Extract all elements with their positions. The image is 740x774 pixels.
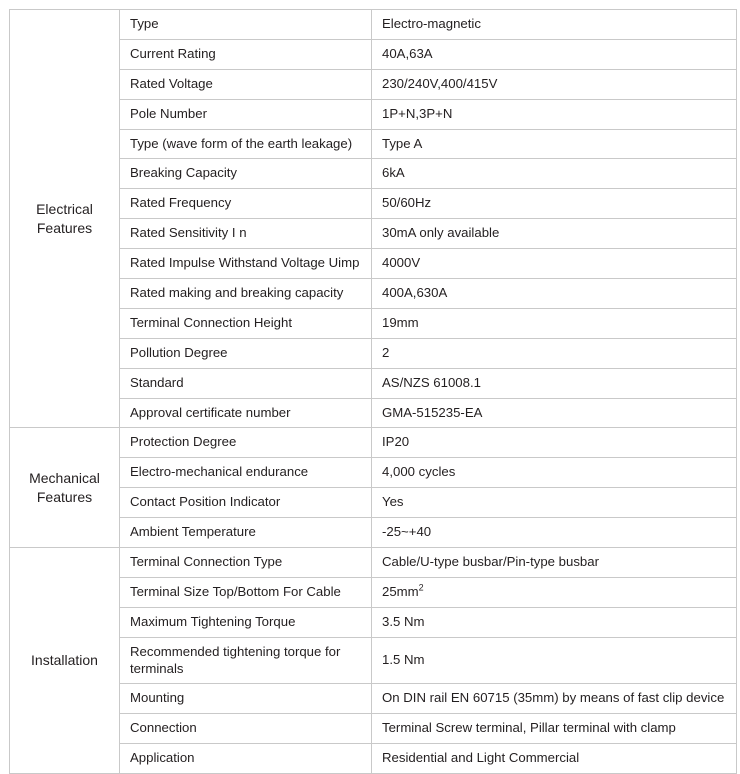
row-label: Rated making and breaking capacity <box>120 279 372 309</box>
table-row <box>10 548 737 578</box>
row-label: Connection <box>120 714 372 744</box>
row-value: Yes <box>372 488 737 518</box>
table-row <box>10 338 737 368</box>
row-value: 1P+N,3P+N <box>372 99 737 129</box>
row-label: Application <box>120 744 372 774</box>
row-label: Type <box>120 10 372 40</box>
table-row <box>10 518 737 548</box>
row-value: Electro-magnetic <box>372 10 737 40</box>
group-label-line: Electrical <box>36 200 93 217</box>
table-row <box>10 577 737 607</box>
row-value: 6kA <box>372 159 737 189</box>
table-row <box>10 428 737 458</box>
table-row <box>10 99 737 129</box>
row-label: Electro-mechanical endurance <box>120 458 372 488</box>
row-value: Residential and Light Commercial <box>372 744 737 774</box>
row-value: IP20 <box>372 428 737 458</box>
row-label: Standard <box>120 368 372 398</box>
table-row <box>10 39 737 69</box>
row-label: Rated Sensitivity I n <box>120 219 372 249</box>
row-value: 3.5 Nm <box>372 607 737 637</box>
row-label: Approval certificate number <box>120 398 372 428</box>
row-value: 1.5 Nm <box>372 637 737 684</box>
row-value: Terminal Screw terminal, Pillar terminal with clamp <box>372 714 737 744</box>
table-row <box>10 398 737 428</box>
row-label-line: Recommended tightening torque for <box>130 643 341 659</box>
spec-table-body <box>10 10 737 774</box>
table-row <box>10 308 737 338</box>
group-label-cell <box>10 548 120 774</box>
table-row <box>10 69 737 99</box>
table-row <box>10 488 737 518</box>
row-value <box>372 577 737 607</box>
row-label-line: terminals <box>130 660 184 676</box>
row-value: On DIN rail EN 60715 (35mm) by means of fast clip device <box>372 684 737 714</box>
table-row <box>10 744 737 774</box>
row-label: Maximum Tightening Torque <box>120 607 372 637</box>
table-row <box>10 219 737 249</box>
group-label-line: Mechanical <box>29 469 100 486</box>
row-label: Protection Degree <box>120 428 372 458</box>
row-value: Type A <box>372 129 737 159</box>
row-value: 19mm <box>372 308 737 338</box>
row-value-superscript: 2 <box>418 582 424 593</box>
table-row <box>10 714 737 744</box>
group-label-cell <box>10 428 120 548</box>
row-value: 4000V <box>372 249 737 279</box>
table-row <box>10 458 737 488</box>
group-label-line: Features <box>36 219 93 236</box>
table-row <box>10 129 737 159</box>
row-label: Ambient Temperature <box>120 518 372 548</box>
row-value: 4,000 cycles <box>372 458 737 488</box>
row-label: Terminal Connection Type <box>120 548 372 578</box>
row-label: Current Rating <box>120 39 372 69</box>
table-row <box>10 249 737 279</box>
row-value: 30mA only available <box>372 219 737 249</box>
table-row <box>10 368 737 398</box>
table-row <box>10 607 737 637</box>
table-row <box>10 684 737 714</box>
row-label: Terminal Size Top/Bottom For Cable <box>120 577 372 607</box>
row-value: AS/NZS 61008.1 <box>372 368 737 398</box>
row-label: Rated Impulse Withstand Voltage Uimp <box>120 249 372 279</box>
row-label: Pollution Degree <box>120 338 372 368</box>
row-value-text: 25mm <box>382 583 419 599</box>
table-row <box>10 189 737 219</box>
row-label: Pole Number <box>120 99 372 129</box>
table-row <box>10 10 737 40</box>
group-label-line: Installation <box>31 652 98 669</box>
row-value: 2 <box>372 338 737 368</box>
row-label: Type (wave form of the earth leakage) <box>120 129 372 159</box>
table-row <box>10 159 737 189</box>
group-label-line: Features <box>36 488 93 505</box>
row-value: -25~+40 <box>372 518 737 548</box>
row-label: Breaking Capacity <box>120 159 372 189</box>
row-label: Mounting <box>120 684 372 714</box>
row-label: Contact Position Indicator <box>120 488 372 518</box>
specification-table <box>9 9 737 774</box>
row-label: Rated Frequency <box>120 189 372 219</box>
row-value: 400A,630A <box>372 279 737 309</box>
table-row <box>10 279 737 309</box>
row-value: 230/240V,400/415V <box>372 69 737 99</box>
row-value: 50/60Hz <box>372 189 737 219</box>
row-value: GMA-515235-EA <box>372 398 737 428</box>
row-label: Rated Voltage <box>120 69 372 99</box>
row-label: Terminal Connection Height <box>120 308 372 338</box>
row-label <box>120 637 372 684</box>
table-row <box>10 637 737 684</box>
row-value: Cable/U-type busbar/Pin-type busbar <box>372 548 737 578</box>
group-label-cell <box>10 10 120 428</box>
row-value: 40A,63A <box>372 39 737 69</box>
